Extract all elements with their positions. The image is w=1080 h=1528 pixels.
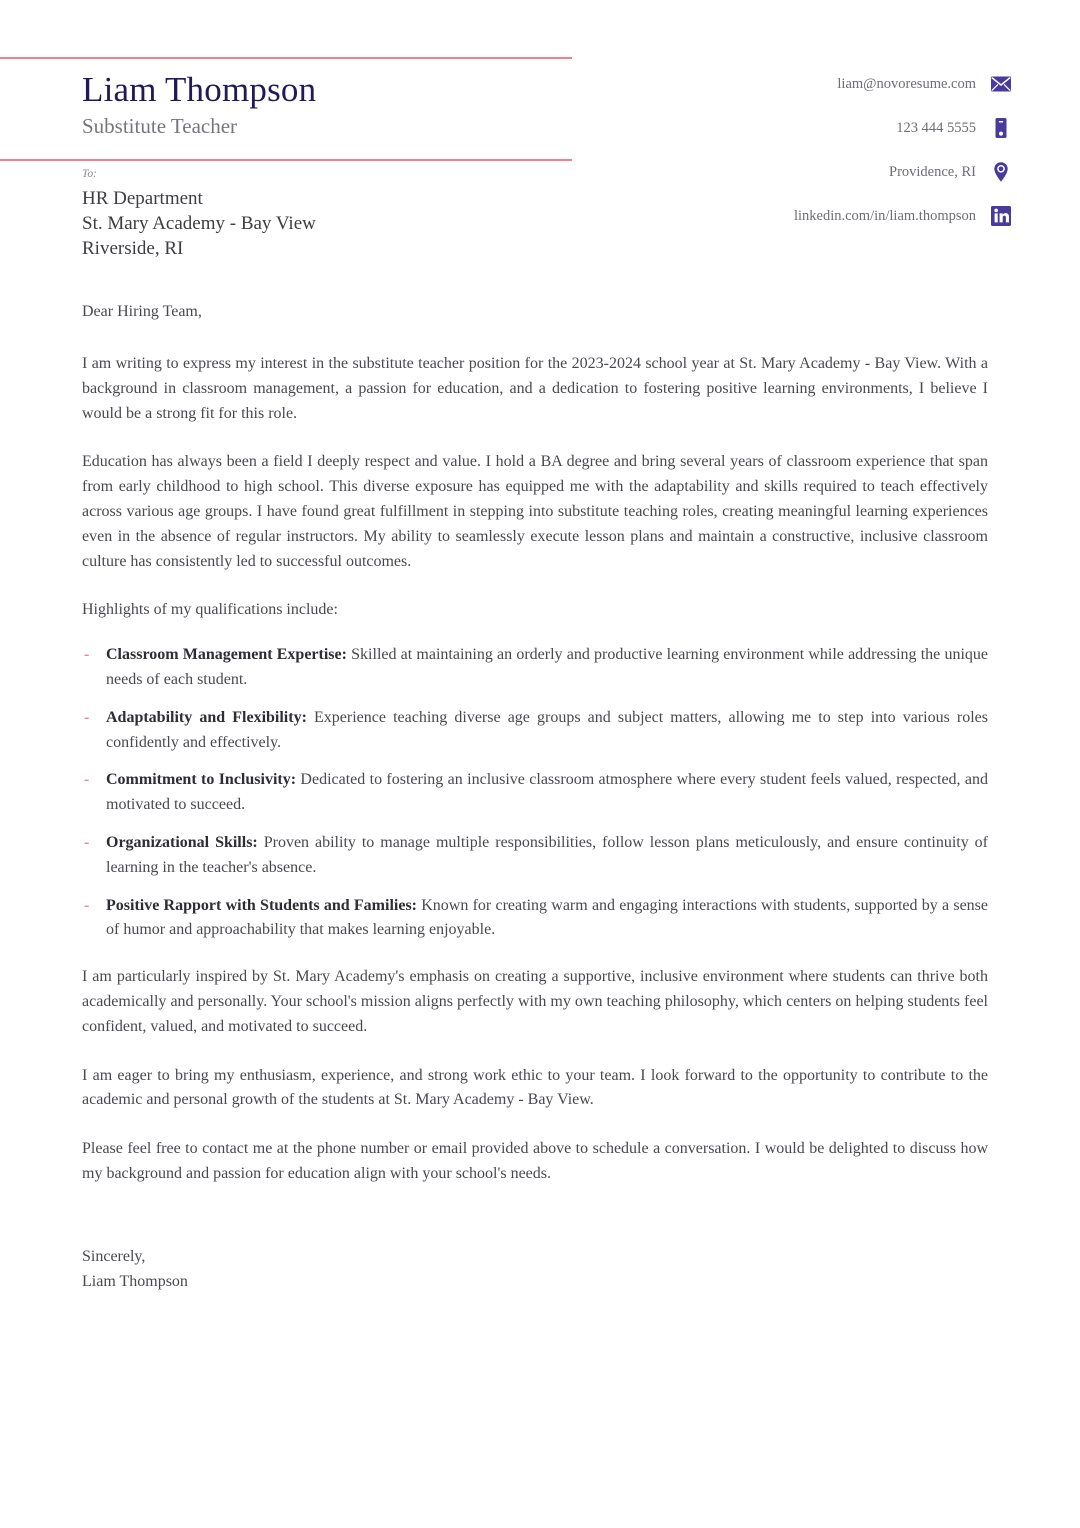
contact-row-email[interactable]	[652, 62, 1012, 106]
list-item	[82, 768, 988, 818]
contact-location-label: Providence, RI	[889, 163, 976, 180]
paragraph-intro: I am writing to express my interest in the substitute teacher position for the 2023-2024 school year at St. Mary Academy - Bay View. With a background in classroom management, a passion for education, and a dedication to fostering positive learning environments, I believe I would be a strong fit for this role.	[82, 355, 988, 422]
recipient-line-organization: St. Mary Academy - Bay View	[82, 213, 316, 235]
highlights-intro: Highlights of my qualifications include:	[82, 601, 338, 619]
contact-phone-label: 123 444 5555	[896, 119, 976, 136]
salutation: Dear Hiring Team,	[82, 303, 202, 320]
bullet-lead: Organizational Skills:	[106, 833, 258, 851]
bullet-text: Experience teaching diverse age groups and subject matters, allowing me to step into various roles confidently and effectively.	[106, 708, 988, 751]
contact-linkedin-label: linkedin.com/in/liam.thompson	[793, 207, 976, 224]
closing-phrase: Sincerely,	[82, 1247, 146, 1265]
contact-email-label: liam@novoresume.com	[837, 75, 976, 92]
list-item	[82, 831, 988, 881]
list-item	[82, 706, 988, 756]
contact-row-location[interactable]	[652, 150, 1012, 194]
recipient-line-city: Riverside, RI	[82, 238, 184, 260]
bullet-marker-icon: -	[84, 833, 90, 851]
bullet-lead: Commitment to Inclusivity:	[106, 771, 297, 789]
qualifications-list	[82, 643, 988, 943]
bullet-lead: Classroom Management Expertise:	[106, 646, 347, 664]
bullet-lead: Adaptability and Flexibility:	[106, 708, 307, 726]
phone-icon	[990, 117, 1012, 139]
paragraph-school-fit: I am particularly inspired by St. Mary Academy's emphasis on creating a supportive, inclusive environment where students can thrive both academically and personally. Your school's mission aligns perfectly with my own teaching philosophy, which centers on helping students feel confident, valued, and motivated to succeed.	[82, 968, 988, 1035]
header-rule-bottom	[0, 159, 572, 161]
location-pin-icon	[990, 161, 1012, 183]
signature-block	[82, 1245, 988, 1295]
bullet-marker-icon: -	[84, 771, 90, 789]
bullet-marker-icon: -	[84, 708, 90, 726]
contact-row-phone[interactable]	[652, 106, 1012, 150]
bullet-text: Skilled at maintaining an orderly and productive learning environment while addressing the unique needs of each student.	[106, 646, 988, 688]
recipient-line-department: HR Department	[82, 187, 203, 209]
contact-row-linkedin[interactable]	[652, 194, 1012, 238]
paragraph-background: Education has always been a field I deeply respect and value. I hold a BA degree and bring several years of classroom experience that span from early childhood to high school. This diverse exposure has equipped me with the adaptability and skills required to teach effectively across various age groups. I have found great fulfillment in stepping into substitute teaching roles, creating meaningful learning experiences even in the absence of regular instructors. My ability to seamlessly execute lesson plans and maintain a constructive, inclusive classroom culture has consistently led to successful outcomes.	[82, 453, 988, 570]
header-rule-top	[0, 57, 572, 59]
bullet-text: Proven ability to manage multiple responsibilities, follow lesson plans meticulously, and ensure continuity of learning in the teacher's absence.	[106, 833, 989, 876]
paragraph-contact: Please feel free to contact me at the phone number or email provided above to schedule a conversation. I would be delighted to discuss how my background and passion for education align with your school's needs.	[82, 1140, 988, 1182]
linkedin-icon	[990, 205, 1012, 227]
list-item	[82, 643, 988, 693]
bullet-lead: Positive Rapport with Students and Families:	[106, 896, 418, 914]
list-item	[82, 894, 988, 944]
contact-block	[652, 62, 1012, 238]
bullet-marker-icon: -	[84, 646, 90, 664]
bullet-marker-icon: -	[84, 896, 90, 914]
identity-block	[82, 70, 316, 139]
envelope-icon	[990, 73, 1012, 95]
letter-body	[82, 300, 988, 1294]
bullet-text: Dedicated to fostering an inclusive classroom atmosphere where every student feels valued, respected, and motivated to succeed.	[106, 771, 989, 814]
candidate-job-title: Substitute Teacher	[82, 114, 238, 139]
signature-name: Liam Thompson	[82, 1272, 188, 1290]
paragraph-enthusiasm: I am eager to bring my enthusiasm, experience, and strong work ethic to your team. I look forward to the opportunity to contribute to the academic and personal growth of the students at St. Mary Academy - Bay View.	[82, 1066, 988, 1109]
candidate-name: Liam Thompson	[82, 70, 317, 109]
recipient-block	[82, 168, 316, 262]
recipient-to-label: To:	[82, 168, 97, 180]
bullet-text: Known for creating warm and engaging interactions with students, supported by a sense of humor and approachability that makes learning enjoyable.	[106, 896, 989, 939]
